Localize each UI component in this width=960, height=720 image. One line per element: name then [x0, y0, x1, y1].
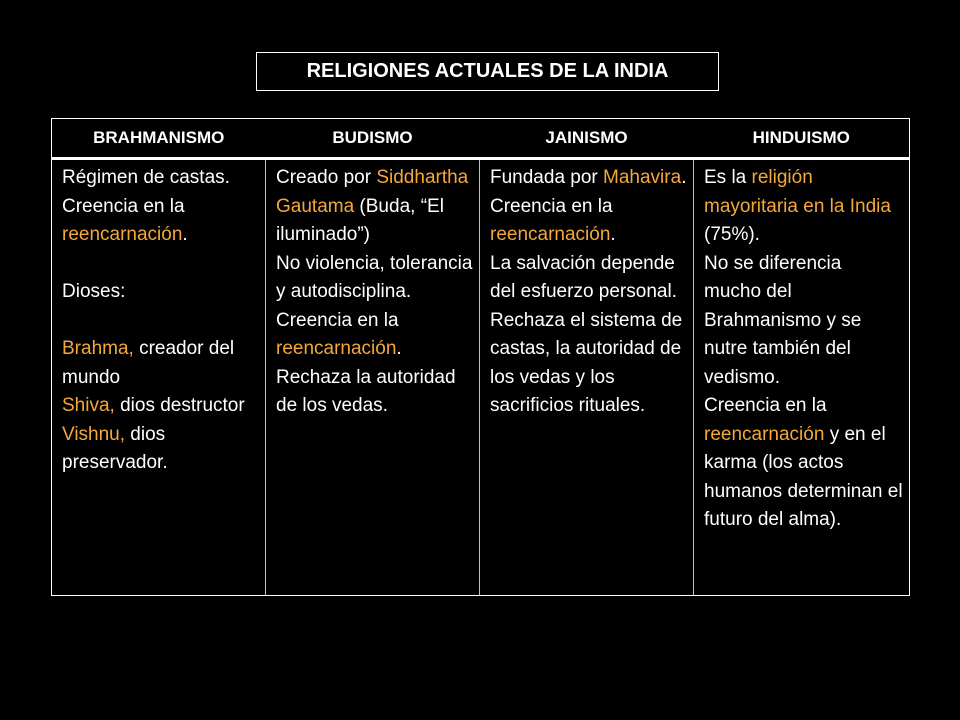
brahmanismo-belief [62, 193, 259, 250]
header-jainismo: JAINISMO [480, 119, 694, 159]
text: Creencia en la [62, 195, 185, 217]
header-budismo: BUDISMO [266, 119, 480, 159]
text: . [182, 224, 188, 245]
page-title: RELIGIONES ACTUALES DE LA INDIA [256, 52, 719, 91]
brahmanismo-god-vishnu [62, 421, 259, 478]
text: Creencia en la [490, 195, 613, 217]
cell-jainismo [480, 159, 694, 596]
text: Fundada por [490, 167, 604, 188]
text: (75%). [704, 224, 760, 245]
highlight-text: reencarnación [704, 423, 825, 445]
jainismo-founder [490, 164, 687, 193]
religions-table [51, 118, 910, 596]
budismo-belief [276, 307, 473, 364]
highlight-text: Mahavira [603, 167, 682, 188]
table-row [52, 159, 910, 596]
brahmanismo-castes: Régimen de castas. [62, 167, 230, 188]
highlight-text: religión mayoritaria en la India [704, 167, 891, 217]
hinduismo-majority [704, 164, 903, 250]
text: creador del mundo [62, 338, 235, 388]
highlight-text: reencarnación [490, 224, 611, 245]
text: Es la [704, 167, 752, 188]
spacer [62, 250, 259, 279]
cell-hinduismo [694, 159, 910, 596]
text: dios destructor [114, 395, 245, 416]
text: Creencia en la [704, 395, 827, 416]
highlight-text: reencarnación [276, 338, 397, 359]
text: dios preservador. [62, 423, 168, 473]
hinduismo-belief [704, 392, 903, 535]
cell-budismo [266, 159, 480, 596]
jainismo-belief [490, 193, 687, 250]
budismo-founder [276, 164, 473, 250]
budismo-principles: No violencia, tolerancia y autodisciplina. [276, 252, 473, 302]
budismo-rejects: Rechaza la autoridad de los vedas. [276, 366, 456, 416]
table-header-row [52, 119, 910, 159]
highlight-text: Siddhartha Gautama [276, 167, 469, 217]
text: (Buda, “El iluminado”) [276, 195, 444, 245]
highlight-text: Shiva, [62, 395, 115, 416]
text: Creencia en la [276, 309, 399, 331]
brahmanismo-god-brahma [62, 335, 259, 392]
spacer [62, 307, 259, 336]
jainismo-salvation: La salvación depende del esfuerzo personal. [490, 252, 677, 302]
text: . [396, 338, 402, 359]
cell-brahmanismo [52, 159, 266, 596]
header-brahmanismo: BRAHMANISMO [52, 119, 266, 159]
highlight-text: reencarnación [62, 224, 183, 245]
text: y en el karma (los actos humanos determinan el futuro del alma). [704, 423, 903, 530]
brahmanismo-god-shiva [62, 392, 259, 421]
hinduismo-relation: No se diferencia mucho del Brahmanismo y se nutre también del vedismo. [704, 252, 862, 388]
text: . [681, 167, 687, 188]
brahmanismo-gods-label: Dioses: [62, 281, 126, 302]
highlight-text: Brahma, [62, 338, 134, 359]
text: . [610, 224, 616, 245]
highlight-text: Vishnu, [62, 423, 126, 445]
jainismo-rejects: Rechaza el sistema de castas, la autoridad de los vedas y los sacrificios rituales. [490, 309, 683, 416]
header-hinduismo: HINDUISMO [694, 119, 910, 159]
text: Creado por [276, 167, 377, 188]
